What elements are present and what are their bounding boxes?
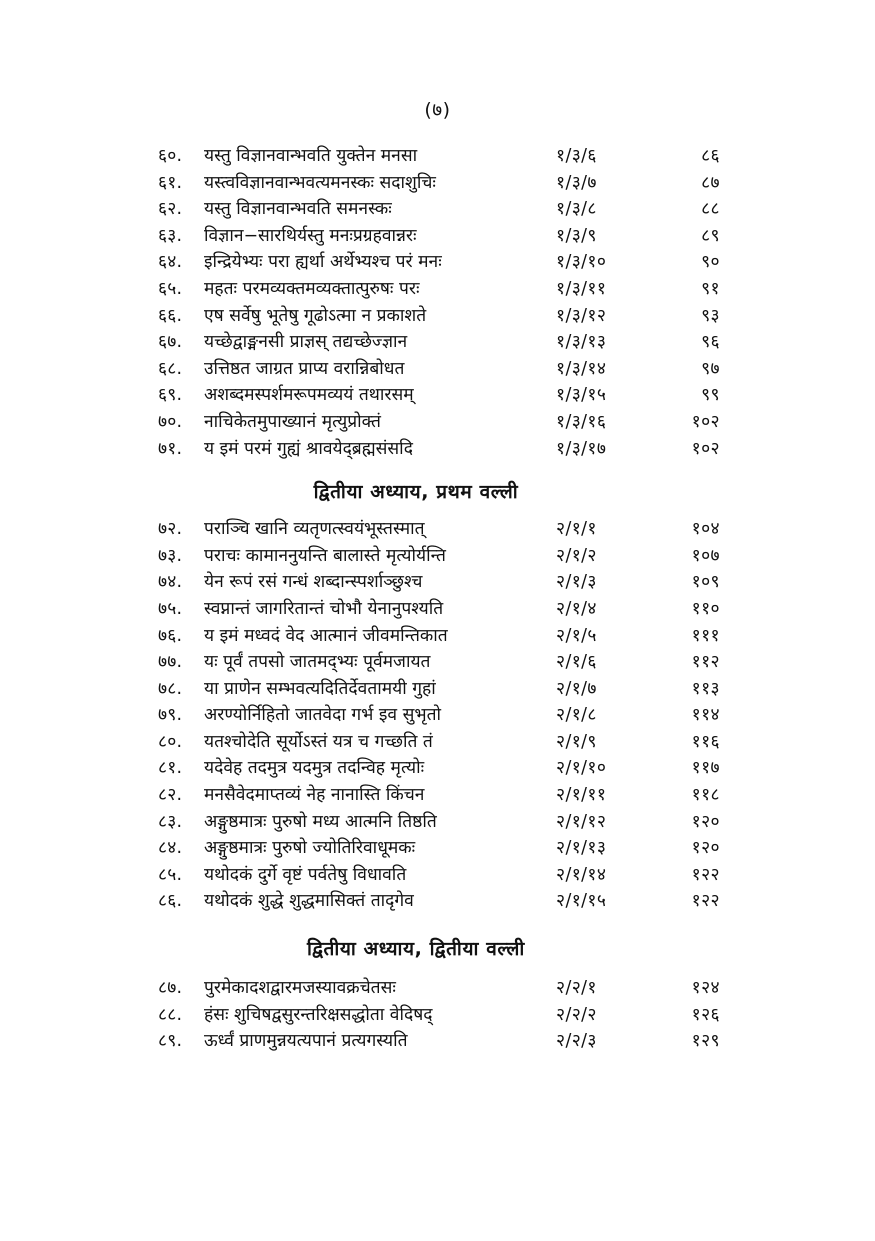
- entry-reference: २/२/२: [556, 1004, 597, 1025]
- entry-page-number: ११८: [691, 785, 720, 806]
- entry-page-number: ८६: [701, 146, 720, 166]
- entry-title: यथोदकं शुद्धे शुद्धमासिक्तं तादृगेव: [204, 891, 414, 912]
- entry-serial: ८२.: [158, 785, 183, 806]
- entry-page-number: १०४: [691, 519, 720, 540]
- entry-page-number: १२४: [691, 978, 720, 999]
- entry-page-number: ९९: [701, 385, 720, 406]
- entry-reference: २/१/१५: [556, 891, 607, 912]
- entry-serial: ७२.: [158, 519, 183, 540]
- entry-reference: २/१/१०: [556, 758, 607, 779]
- index-entry: [158, 409, 730, 436]
- index-section: [158, 143, 730, 462]
- entry-title: उत्तिष्ठत जाग्रत प्राप्य वरान्निबोधत: [204, 358, 405, 379]
- entry-reference: १/३/१३: [556, 332, 607, 353]
- entry-title: पराञ्चि खानि व्यतृणत्स्वयंभूस्तस्मात्: [204, 519, 425, 540]
- entry-page-number: १०२: [691, 438, 720, 459]
- index-entry: [158, 382, 730, 409]
- entry-reference: १/३/१७: [556, 438, 607, 459]
- entry-serial: ६८.: [158, 358, 183, 379]
- entry-serial: ८७.: [158, 978, 183, 999]
- index-entry: [158, 329, 730, 356]
- entry-serial: ६२.: [158, 199, 183, 220]
- entry-reference: २/१/४: [556, 598, 597, 619]
- entry-title: अङ्गुष्ठमात्रः पुरुषो ज्योतिरिवाधूमकः: [204, 838, 416, 859]
- entry-title: इन्द्रियेभ्यः परा ह्यर्था अर्थेभ्यश्च परं मनः: [204, 252, 442, 273]
- entry-reference: २/२/३: [556, 1031, 597, 1052]
- entry-serial: ६५.: [158, 278, 183, 299]
- entry-page-number: ९०: [701, 252, 720, 273]
- entry-reference: २/२/१: [556, 978, 597, 999]
- entry-serial: ७८.: [158, 678, 183, 699]
- entry-title: येन रूपं रसं गन्धं शब्दान्स्पर्शाञ्छुश्च: [204, 572, 423, 593]
- entry-serial: ८९.: [158, 1031, 183, 1052]
- index-entry: [158, 249, 730, 276]
- index-section: [158, 516, 730, 915]
- entry-title: विज्ञान−सारथिर्यस्तु मनःप्रग्रहवान्नरः: [204, 225, 417, 246]
- index-entry: [158, 436, 730, 463]
- entry-title: हंसः शुचिषद्वसुरन्तरिक्षसद्धोता वेदिषद्: [204, 1004, 433, 1025]
- entry-page-number: ९६: [701, 332, 720, 353]
- entry-reference: १/३/१२: [556, 305, 607, 326]
- entry-reference: १/३/१५: [556, 385, 607, 406]
- index-entry: [158, 596, 730, 623]
- entry-reference: २/१/८: [556, 705, 597, 726]
- entry-title: अरण्योर्निहितो जातवेदा गर्भ इव सुभृतो: [204, 705, 442, 726]
- entry-page-number: १०९: [691, 572, 720, 593]
- index-entry: [158, 543, 730, 570]
- entry-serial: ६३.: [158, 225, 183, 246]
- entry-reference: १/३/११: [556, 278, 607, 299]
- index-entry: [158, 356, 730, 383]
- entry-serial: ६९.: [158, 385, 183, 406]
- entry-title: य इमं मध्वदं वेद आत्मानं जीवमन्तिकात: [204, 625, 448, 646]
- entry-reference: २/१/१४: [556, 864, 607, 885]
- entry-serial: ६०.: [158, 146, 183, 166]
- entry-page-number: १२०: [691, 838, 720, 859]
- entry-serial: ८३.: [158, 811, 183, 832]
- entry-title: य इमं परमं गुह्यं श्रावयेद्ब्रह्मसंसदि: [204, 438, 413, 459]
- index-entry: [158, 516, 730, 543]
- entry-serial: ८६.: [158, 891, 183, 912]
- index-entry: [158, 303, 730, 330]
- entry-title: या प्राणेन सम्भवत्यदितिर्देवतामयी गुहां: [204, 678, 436, 699]
- entry-title: यच्छेद्वाङ्मनसी प्राज्ञस् तद्यच्छेज्ज्ञान: [204, 332, 408, 353]
- index-entry: [158, 170, 730, 197]
- index-entry: [158, 862, 730, 889]
- entry-reference: २/१/११: [556, 785, 607, 806]
- entry-serial: ७०.: [158, 411, 183, 432]
- entry-serial: ८५.: [158, 864, 183, 885]
- index-entry: [158, 782, 730, 809]
- entry-reference: २/१/९: [556, 731, 597, 752]
- entry-serial: ७३.: [158, 545, 183, 566]
- entry-serial: ८८.: [158, 1004, 183, 1025]
- entry-title: अशब्दमस्पर्शमरूपमव्ययं तथारसम्: [204, 385, 414, 406]
- index-entry: [158, 1028, 730, 1055]
- entry-page-number: ११४: [691, 705, 720, 726]
- entry-serial: ६१.: [158, 172, 183, 193]
- entry-page-number: ११६: [691, 731, 720, 752]
- index-list: [0, 143, 875, 1055]
- index-entry: [158, 1002, 730, 1029]
- entry-page-number: १२०: [691, 811, 720, 832]
- index-entry: [158, 755, 730, 782]
- entry-page-number: ११२: [691, 652, 720, 673]
- entry-page-number: १२२: [691, 864, 720, 885]
- index-entry: [158, 196, 730, 223]
- entry-serial: ६७.: [158, 332, 183, 353]
- entry-serial: ८४.: [158, 838, 183, 859]
- entry-reference: १/३/७: [556, 172, 597, 193]
- entry-serial: ६६.: [158, 305, 183, 326]
- entry-reference: २/१/६: [556, 652, 597, 673]
- entry-serial: ७७.: [158, 652, 183, 673]
- entry-reference: २/१/३: [556, 572, 597, 593]
- entry-page-number: ८७: [701, 172, 720, 193]
- index-section: [158, 975, 730, 1055]
- section-heading-dvitiya-prathama-valli: द्वितीया अध्याय, प्रथम वल्ली: [313, 481, 519, 504]
- index-entry: [158, 649, 730, 676]
- entry-reference: १/३/१४: [556, 358, 607, 379]
- entry-title: मनसैवेदमाप्तव्यं नेह नानास्ति किंचन: [204, 785, 425, 806]
- index-entry: [158, 888, 730, 915]
- entry-serial: ७९.: [158, 705, 183, 726]
- entry-page-number: ९३: [701, 305, 720, 326]
- entry-serial: ८०.: [158, 731, 183, 752]
- entry-title: यदेवेह तदमुत्र यदमुत्र तदन्विह मृत्योः: [204, 758, 425, 779]
- entry-title: पुरमेकादशद्वारमजस्यावक्रचेतसः: [204, 978, 396, 999]
- entry-reference: १/३/९: [556, 225, 597, 246]
- index-entry: [158, 276, 730, 303]
- entry-title: अङ्गुष्ठमात्रः पुरुषो मध्य आत्मनि तिष्ठति: [204, 811, 437, 832]
- entry-page-number: ११३: [691, 678, 720, 699]
- entry-reference: २/१/१३: [556, 838, 607, 859]
- entry-page-number: ९७: [701, 358, 720, 379]
- entry-reference: २/१/७: [556, 678, 597, 699]
- entry-serial: ८१.: [158, 758, 183, 779]
- entry-title: यः पूर्वं तपसो जातमद्भ्यः पूर्वमजायत: [204, 652, 431, 673]
- entry-reference: २/१/१२: [556, 811, 607, 832]
- entry-title: महतः परमव्यक्तमव्यक्तात्पुरुषः परः: [204, 278, 420, 299]
- page-folio-number: (७): [424, 99, 451, 121]
- entry-page-number: १०७: [691, 545, 720, 566]
- entry-title: एष सर्वेषु भूतेषु गूढोऽत्मा न प्रकाशते: [204, 305, 427, 326]
- index-entry: [158, 143, 730, 170]
- index-entry: [158, 223, 730, 250]
- entry-serial: ७४.: [158, 572, 183, 593]
- index-entry: [158, 835, 730, 862]
- entry-title: यस्त्वविज्ञानवान्भवत्यमनस्कः सदाशुचिः: [204, 172, 436, 193]
- index-entry: [158, 569, 730, 596]
- entry-reference: २/१/२: [556, 545, 597, 566]
- entry-page-number: १११: [691, 625, 720, 646]
- entry-title: ऊर्ध्वं प्राणमुन्नयत्यपानं प्रत्यगस्यति: [204, 1031, 408, 1052]
- index-entry: [158, 676, 730, 703]
- entry-serial: ७६.: [158, 625, 183, 646]
- entry-reference: १/३/१६: [556, 411, 607, 432]
- entry-title: यस्तु विज्ञानवान्भवति समनस्कः: [204, 199, 392, 220]
- entry-reference: १/३/८: [556, 199, 597, 220]
- entry-page-number: १०२: [691, 411, 720, 432]
- index-entry: [158, 702, 730, 729]
- entry-page-number: ११७: [691, 758, 720, 779]
- entry-reference: १/३/१०: [556, 252, 607, 273]
- entry-title: यस्तु विज्ञानवान्भवति युक्तेन मनसा: [204, 146, 418, 166]
- entry-title: यतश्चोदेति सूर्योऽस्तं यत्र च गच्छति तं: [204, 731, 433, 752]
- index-entry: [158, 975, 730, 1002]
- entry-reference: २/१/५: [556, 625, 597, 646]
- index-entry: [158, 809, 730, 836]
- index-entry: [158, 623, 730, 650]
- entry-serial: ७५.: [158, 598, 183, 619]
- entry-page-number: ९१: [701, 278, 720, 299]
- entry-reference: २/१/१: [556, 519, 597, 540]
- entry-title: पराचः कामाननुयन्ति बालास्ते मृत्योर्यन्ति: [204, 545, 446, 566]
- index-entry: [158, 729, 730, 756]
- entry-reference: १/३/६: [556, 146, 597, 166]
- entry-serial: ७१.: [158, 438, 183, 459]
- entry-page-number: १२२: [691, 891, 720, 912]
- section-heading-dvitiya-dvitiya-valli: द्वितीया अध्याय, द्वितीया वल्ली: [307, 938, 525, 961]
- entry-title: यथोदकं दुर्गे वृष्टं पर्वतेषु विधावति: [204, 864, 407, 885]
- entry-page-number: ११०: [691, 598, 720, 619]
- entry-title: नाचिकेतमुपाख्यानं मृत्युप्रोक्तं: [204, 411, 381, 432]
- entry-page-number: १२६: [691, 1004, 720, 1025]
- entry-serial: ६४.: [158, 252, 183, 273]
- entry-page-number: ८९: [701, 225, 720, 246]
- entry-page-number: १२९: [691, 1031, 720, 1052]
- entry-title: स्वप्नान्तं जागरितान्तं चोभौ येनानुपश्यति: [204, 598, 444, 619]
- entry-page-number: ८८: [701, 199, 720, 220]
